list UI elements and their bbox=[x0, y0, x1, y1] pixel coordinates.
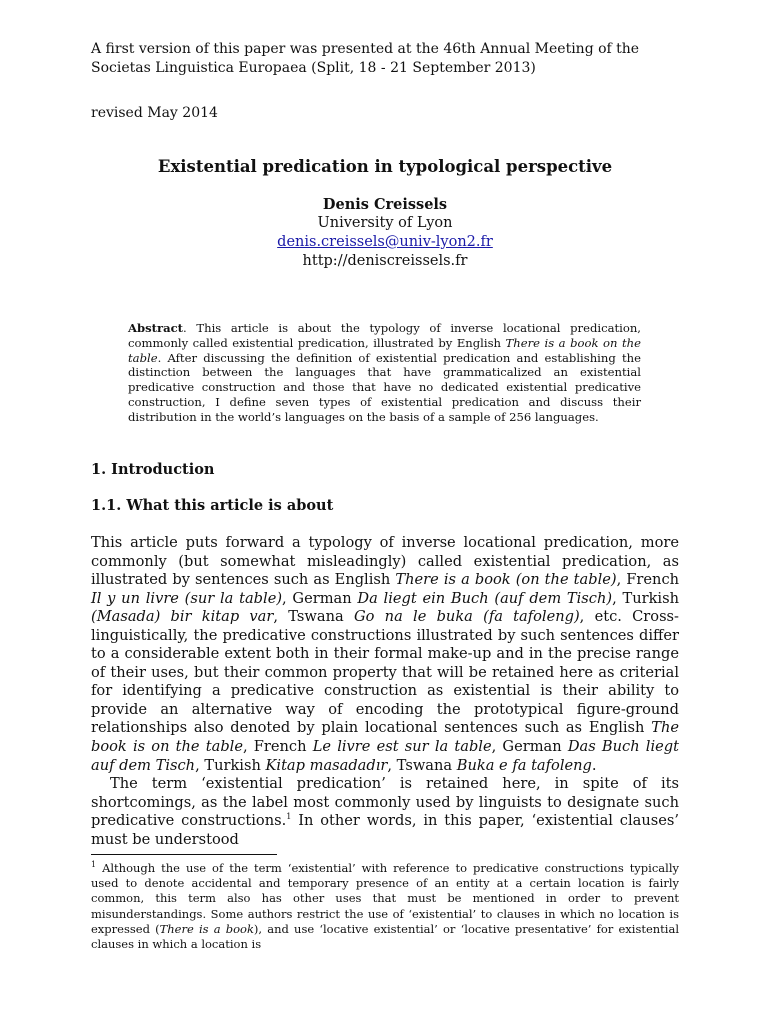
example-sentence: There is a book (on the table) bbox=[395, 571, 617, 589]
abstract-label: Abstract bbox=[128, 321, 184, 335]
text-run: , German bbox=[282, 589, 358, 607]
abstract-example: There is a book on the table bbox=[128, 335, 641, 365]
example-sentence: Buka e fa tafoleng bbox=[456, 756, 592, 774]
footnote-reference[interactable]: 1 bbox=[286, 812, 292, 822]
author-affiliation: University of Lyon bbox=[317, 215, 453, 231]
example-sentence: Go na le buka (fa tafoleng) bbox=[353, 608, 580, 626]
author-website: http://deniscreissels.fr bbox=[302, 253, 468, 269]
text-run: , Turkish bbox=[195, 756, 266, 774]
paragraph-1 bbox=[91, 534, 679, 775]
text-run: , Tswana bbox=[273, 608, 354, 626]
example-sentence: Das Buch liegt auf dem Tisch bbox=[91, 738, 679, 774]
text-run: , German bbox=[491, 738, 568, 756]
abstract bbox=[128, 321, 641, 425]
revision-date: revised May 2014 bbox=[91, 105, 218, 121]
example-sentence: Kitap masadadır bbox=[265, 756, 388, 774]
text-run: , French bbox=[616, 571, 680, 589]
author-email-link[interactable]: denis.creissels@univ-lyon2.fr bbox=[277, 234, 493, 250]
paper-title: Existential predication in typological perspective bbox=[157, 157, 613, 176]
text-run: The term ‘existential predication’ is retained here, in spite of its shortcomings, as the label most commonly used by linguists to designate such predicative constructions. bbox=[91, 775, 679, 830]
footnote-separator bbox=[91, 854, 277, 855]
text-run: , etc. Cross-linguistically, the predicative constructions illustrated by such sentences differ to a considerable extent both in their formal make-up and in the precise range of their uses, but their common property that will be retained here as criterial for identifying a predicative construction as existential is their ability to provide an alternative way of encoding the prototypical figure-ground relationships also denoted by plain locational sentences such as English bbox=[91, 608, 679, 737]
text-run: Although the use of the term ‘existential’ with reference to predicative constructions typically used to denote accidental and temporary presence of an entity at a certain location is fairly common, this term also has other uses that must be mentioned in order to prevent misunderstandings. Some authors restrict the use of ‘existential’ to clauses in which no location is expressed ( bbox=[91, 861, 679, 936]
example-sentence: (Masada) bir kitap var bbox=[91, 608, 274, 626]
author-name: Denis Creissels bbox=[322, 196, 448, 213]
example-sentence: There is a book bbox=[159, 921, 254, 936]
example-sentence: The book is on the table bbox=[91, 719, 679, 756]
text-run: , Turkish bbox=[612, 589, 679, 607]
subsection-heading: 1.1. What this article is about bbox=[91, 497, 334, 514]
body-text bbox=[91, 534, 679, 849]
example-sentence: Il y un livre (sur la table) bbox=[91, 589, 283, 607]
abstract-text: . After discussing the definition of existential predication and establishing the distinction between the languages that have grammaticalized an existential predicative construction and those that have no dedicated existential predicative construction, I define seven types of existential predication and discuss their distribution in the world’s languages on the basis of a sample of 256 languages. bbox=[128, 350, 641, 424]
section-heading: 1. Introduction bbox=[91, 461, 215, 478]
abstract-text: . This article is about the typology of inverse locational predication, commonly called existential predication, illustrated by English bbox=[128, 321, 641, 350]
text-run: . bbox=[591, 756, 597, 774]
paragraph-2 bbox=[91, 775, 679, 849]
footnote-marker: 1 bbox=[91, 860, 97, 870]
text-run: This article puts forward a typology of inverse locational predication, more commonly (but somewhat misleadingly) called existential predication, as illustrated by sentences such as English bbox=[91, 534, 679, 589]
text-run: , French bbox=[242, 738, 313, 756]
text-run: , Tswana bbox=[387, 756, 457, 774]
text-run: In other words, in this paper, ‘existential clauses’ must be understood bbox=[91, 812, 679, 848]
example-sentence: Da liegt ein Buch (auf dem Tisch) bbox=[357, 589, 613, 607]
presentation-note: A first version of this paper was presented at the 46th Annual Meeting of the Societas Linguistica Europaea (Split, 18 - 21 September 2013) bbox=[91, 41, 640, 76]
author-block bbox=[91, 195, 679, 271]
text-run: ), and use ‘locative existential’ or ‘locative presentative’ for existential clauses in which a location is bbox=[91, 921, 680, 952]
example-sentence: Le livre est sur la table bbox=[312, 738, 492, 756]
footnote bbox=[91, 861, 679, 952]
